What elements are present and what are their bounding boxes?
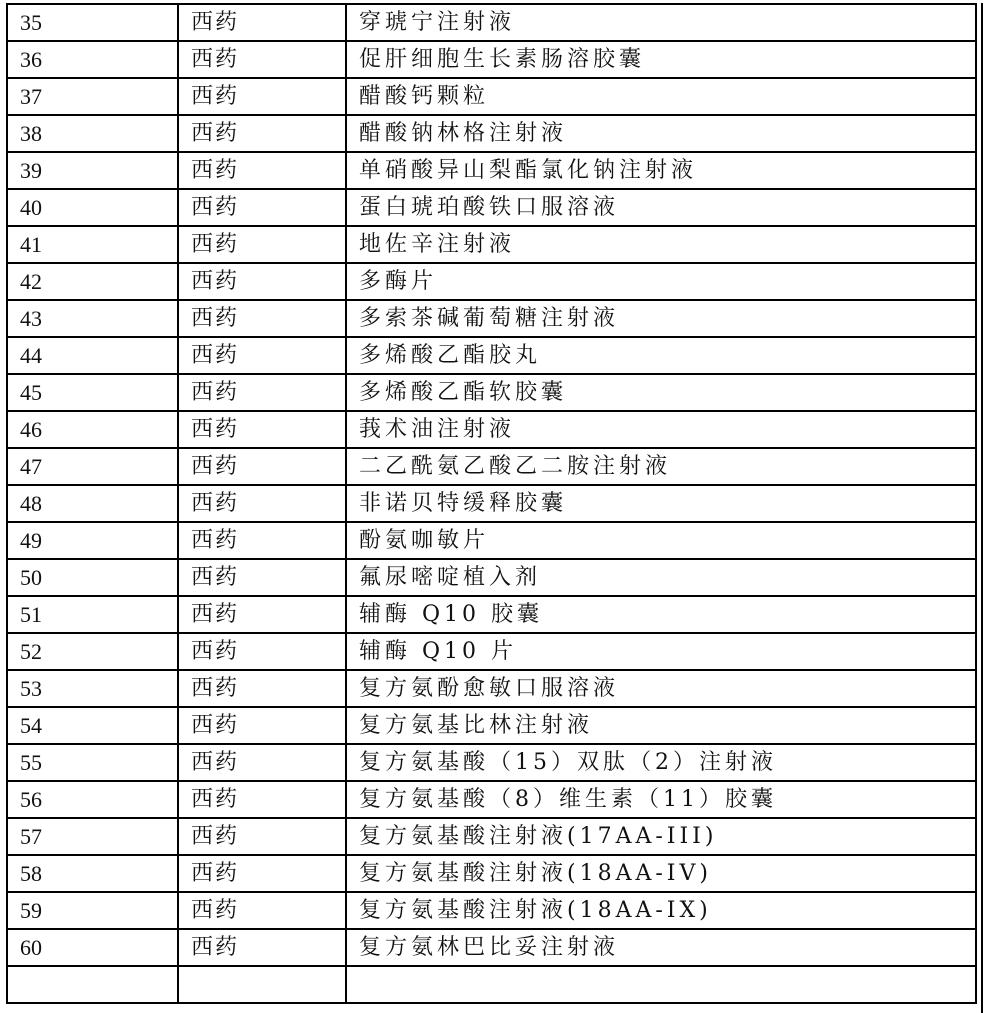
drug-name-cell: 醋酸钠林格注射液 <box>346 115 976 152</box>
category-cell: 西药 <box>178 115 346 152</box>
row-number-cell: 38 <box>7 115 178 152</box>
table-row <box>7 300 976 337</box>
table-row <box>7 781 976 818</box>
drug-name-cell: 复方氨林巴比妥注射液 <box>346 929 976 966</box>
category-cell: 西药 <box>178 78 346 115</box>
row-number-cell: 44 <box>7 337 178 374</box>
table-row <box>7 522 976 559</box>
row-number-cell: 60 <box>7 929 178 966</box>
table-row <box>7 411 976 448</box>
drug-name-cell: 复方氨基酸注射液(18AA-IV) <box>346 855 976 892</box>
category-cell: 西药 <box>178 855 346 892</box>
row-number-cell: 49 <box>7 522 178 559</box>
row-number-cell: 40 <box>7 189 178 226</box>
row-number-cell: 36 <box>7 41 178 78</box>
category-cell: 西药 <box>178 226 346 263</box>
category-cell: 西药 <box>178 929 346 966</box>
table-row <box>7 633 976 670</box>
drug-name-cell: 多烯酸乙酯软胶囊 <box>346 374 976 411</box>
table-body <box>7 4 976 1003</box>
drug-list-table <box>6 3 977 1004</box>
category-cell: 西药 <box>178 448 346 485</box>
table-row <box>7 448 976 485</box>
category-cell: 西药 <box>178 374 346 411</box>
category-cell: 西药 <box>178 596 346 633</box>
table-row <box>7 78 976 115</box>
category-cell: 西药 <box>178 818 346 855</box>
category-cell: 西药 <box>178 4 346 41</box>
row-number-cell: 42 <box>7 263 178 300</box>
table-row <box>7 263 976 300</box>
table-row <box>7 670 976 707</box>
row-number-cell: 59 <box>7 892 178 929</box>
table-row <box>7 115 976 152</box>
row-number-cell <box>7 966 178 1003</box>
row-number-cell: 39 <box>7 152 178 189</box>
drug-name-cell: 醋酸钙颗粒 <box>346 78 976 115</box>
drug-name-cell: 酚氨咖敏片 <box>346 522 976 559</box>
category-cell: 西药 <box>178 522 346 559</box>
row-number-cell: 47 <box>7 448 178 485</box>
table-row <box>7 485 976 522</box>
drug-name-cell: 复方氨酚愈敏口服溶液 <box>346 670 976 707</box>
table-row <box>7 4 976 41</box>
row-number-cell: 57 <box>7 818 178 855</box>
category-cell: 西药 <box>178 337 346 374</box>
category-cell <box>178 966 346 1003</box>
drug-name-cell: 莪术油注射液 <box>346 411 976 448</box>
row-number-cell: 45 <box>7 374 178 411</box>
row-number-cell: 35 <box>7 4 178 41</box>
row-number-cell: 51 <box>7 596 178 633</box>
drug-name-cell: 复方氨基比林注射液 <box>346 707 976 744</box>
table-row <box>7 818 976 855</box>
category-cell: 西药 <box>178 670 346 707</box>
drug-name-cell: 促肝细胞生长素肠溶胶囊 <box>346 41 976 78</box>
row-number-cell: 46 <box>7 411 178 448</box>
row-number-cell: 55 <box>7 744 178 781</box>
category-cell: 西药 <box>178 41 346 78</box>
category-cell: 西药 <box>178 781 346 818</box>
category-cell: 西药 <box>178 300 346 337</box>
table-row <box>7 892 976 929</box>
drug-name-cell: 复方氨基酸（15）双肽（2）注射液 <box>346 744 976 781</box>
drug-name-cell: 复方氨基酸注射液(18AA-IX) <box>346 892 976 929</box>
row-number-cell: 41 <box>7 226 178 263</box>
table-row <box>7 189 976 226</box>
drug-name-cell: 非诺贝特缓释胶囊 <box>346 485 976 522</box>
table-row <box>7 152 976 189</box>
drug-name-cell: 二乙酰氨乙酸乙二胺注射液 <box>346 448 976 485</box>
drug-name-cell: 单硝酸异山梨酯氯化钠注射液 <box>346 152 976 189</box>
table-row <box>7 929 976 966</box>
table-row <box>7 855 976 892</box>
row-number-cell: 58 <box>7 855 178 892</box>
row-number-cell: 43 <box>7 300 178 337</box>
drug-name-cell <box>346 966 976 1003</box>
drug-name-cell: 氟尿嘧啶植入剂 <box>346 559 976 596</box>
table-row <box>7 707 976 744</box>
category-cell: 西药 <box>178 189 346 226</box>
table-row <box>7 744 976 781</box>
drug-name-cell: 辅酶 Q10 片 <box>346 633 976 670</box>
category-cell: 西药 <box>178 892 346 929</box>
table-right-border <box>981 3 983 1013</box>
drug-name-cell: 复方氨基酸注射液(17AA-III) <box>346 818 976 855</box>
drug-name-cell: 多酶片 <box>346 263 976 300</box>
drug-name-cell: 复方氨基酸（8）维生素（11）胶囊 <box>346 781 976 818</box>
drug-name-cell: 穿琥宁注射液 <box>346 4 976 41</box>
drug-name-cell: 蛋白琥珀酸铁口服溶液 <box>346 189 976 226</box>
table-row <box>7 559 976 596</box>
drug-name-cell: 辅酶 Q10 胶囊 <box>346 596 976 633</box>
table-row <box>7 226 976 263</box>
category-cell: 西药 <box>178 152 346 189</box>
category-cell: 西药 <box>178 559 346 596</box>
category-cell: 西药 <box>178 633 346 670</box>
table-row <box>7 596 976 633</box>
row-number-cell: 53 <box>7 670 178 707</box>
row-number-cell: 56 <box>7 781 178 818</box>
table-row <box>7 966 976 1003</box>
category-cell: 西药 <box>178 411 346 448</box>
category-cell: 西药 <box>178 707 346 744</box>
drug-name-cell: 多索茶碱葡萄糖注射液 <box>346 300 976 337</box>
row-number-cell: 54 <box>7 707 178 744</box>
table-row <box>7 374 976 411</box>
category-cell: 西药 <box>178 263 346 300</box>
category-cell: 西药 <box>178 485 346 522</box>
drug-name-cell: 多烯酸乙酯胶丸 <box>346 337 976 374</box>
category-cell: 西药 <box>178 744 346 781</box>
row-number-cell: 48 <box>7 485 178 522</box>
drug-name-cell: 地佐辛注射液 <box>346 226 976 263</box>
table-row <box>7 41 976 78</box>
row-number-cell: 37 <box>7 78 178 115</box>
row-number-cell: 52 <box>7 633 178 670</box>
row-number-cell: 50 <box>7 559 178 596</box>
table-row <box>7 337 976 374</box>
